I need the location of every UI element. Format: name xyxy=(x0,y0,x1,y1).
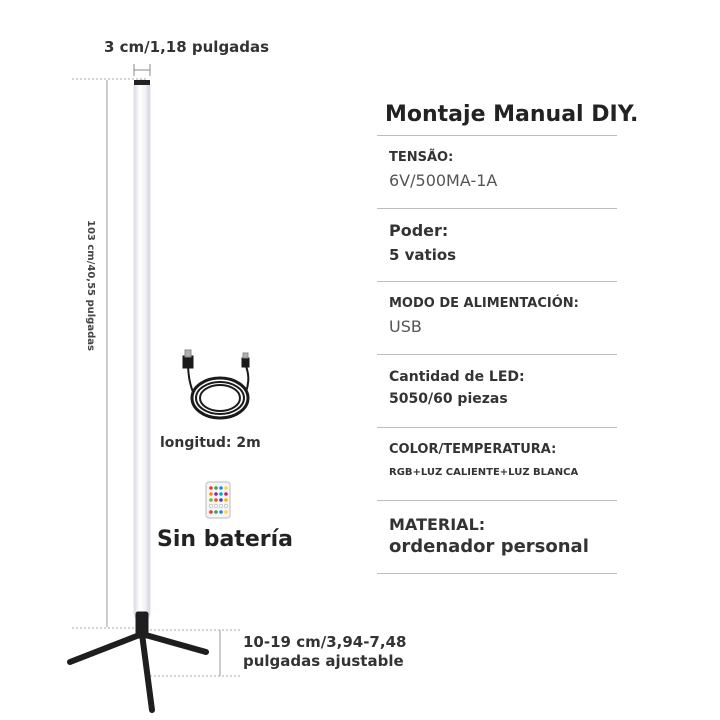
spec-value: 6V/500MA-1A xyxy=(389,171,498,190)
battery-note: Sin batería xyxy=(157,527,293,552)
base-height-line2: pulgadas ajustable xyxy=(243,652,404,670)
base-dimension xyxy=(150,630,240,676)
spec-label: MATERIAL: xyxy=(389,515,486,534)
spec-row-voltage xyxy=(377,136,617,209)
cable-length-label: longitud: 2m xyxy=(160,435,261,451)
remote-control-icon xyxy=(206,482,230,518)
spec-row-power-mode xyxy=(377,282,617,355)
lamp-tube xyxy=(134,80,150,620)
spec-value: 5 vatios xyxy=(389,246,457,264)
spec-title: Montaje Manual DIY. xyxy=(377,92,617,136)
spec-value: USB xyxy=(389,317,422,336)
spec-value: 5050/60 piezas xyxy=(389,391,508,407)
spec-row-material xyxy=(377,501,617,574)
spec-panel xyxy=(377,92,639,574)
diameter-dimension xyxy=(134,64,150,76)
usb-cable-icon xyxy=(183,350,249,418)
tripod-stand xyxy=(70,612,206,710)
base-height-label xyxy=(243,633,406,671)
spec-row-color xyxy=(377,428,617,501)
base-height-line1: 10-19 cm/3,94-7,48 xyxy=(243,633,407,651)
height-label: 103 cm/40,55 pulgadas xyxy=(85,220,96,351)
spec-label: MODO DE ALIMENTACIÓN: xyxy=(389,296,579,311)
spec-label: COLOR/TEMPERATURA: xyxy=(389,442,557,457)
spec-label: TENSÃO: xyxy=(389,150,454,165)
diameter-label: 3 cm/1,18 pulgadas xyxy=(104,38,270,56)
spec-row-power xyxy=(377,209,617,282)
spec-value: RGB+LUZ CALIENTE+LUZ BLANCA xyxy=(389,467,579,478)
spec-row-led-count xyxy=(377,355,617,428)
spec-value: ordenador personal xyxy=(389,536,589,557)
spec-label: Poder: xyxy=(389,221,449,240)
spec-label: Cantidad de LED: xyxy=(389,369,525,385)
